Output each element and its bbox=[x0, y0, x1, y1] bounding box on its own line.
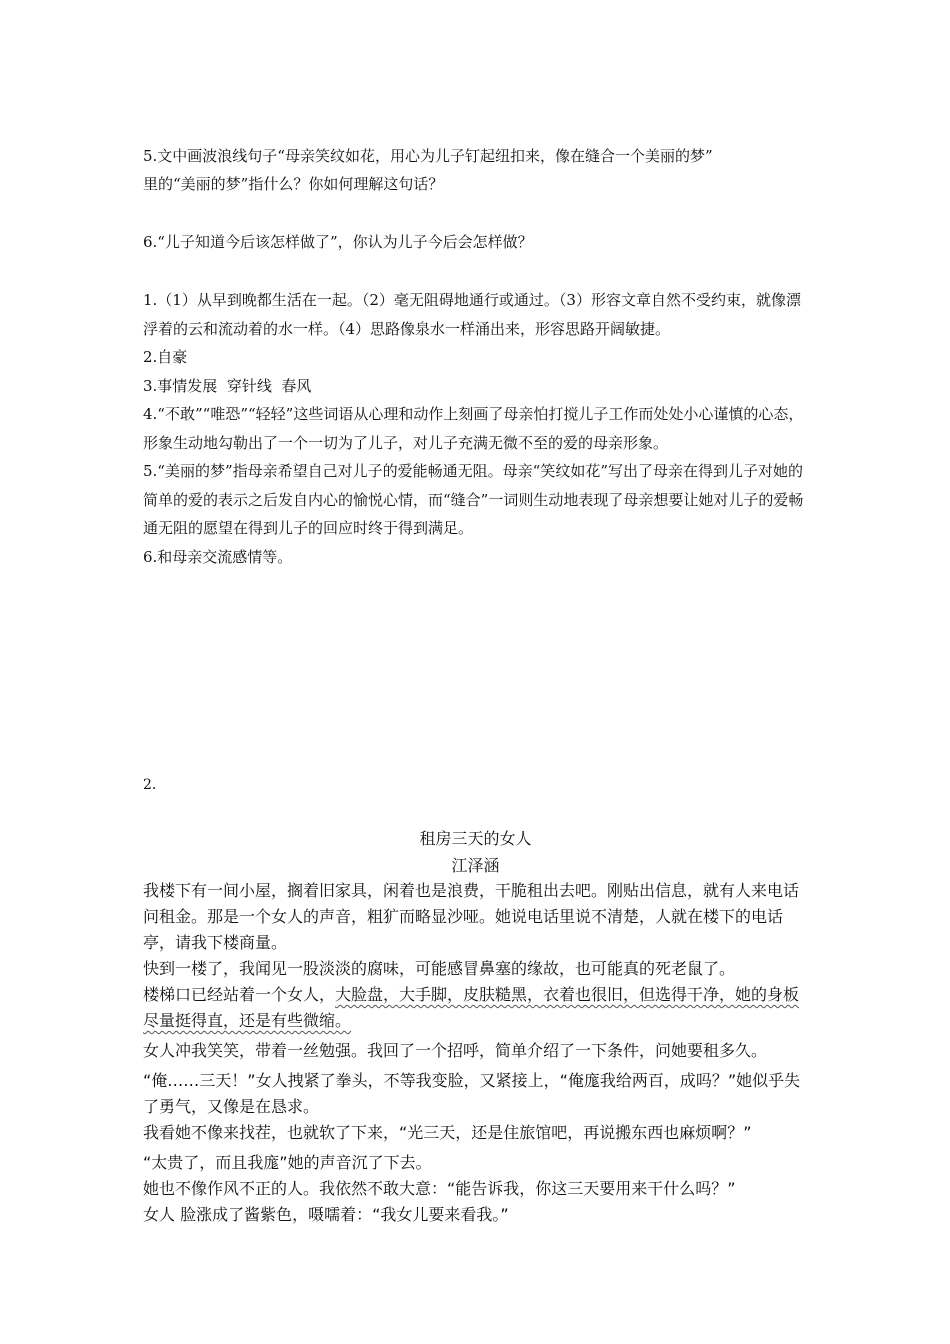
story-paragraph-8: 她也不像作风不正的人。我依然不敢大意：“能告诉我，你这三天要用来干什么吗？” bbox=[143, 1179, 736, 1198]
story-title: 租房三天的女人 bbox=[419, 829, 532, 848]
answer-1: 1.（1）从早到晚都生活在一起。（2）毫无阻碍地通行或通过。（3）形容文章自然不受约束，就像漂浮着的云和流动着的水一样。（4）思路像泉水一样涌出来，形容思路开阔敏捷。 bbox=[143, 291, 801, 338]
question-5-line-1: 5.文中画波浪线句子“母亲笑纹如花，用心为儿子钉起纽扣来，像在缝合一个美丽的梦” bbox=[143, 147, 713, 165]
story-paragraph-3-lead: 楼梯口已经站着一个女人， bbox=[143, 985, 336, 1004]
question-6-text: 6.“儿子知道今后该怎样做了”，你认为儿子今后会怎样做？ bbox=[143, 233, 533, 251]
answer-6: 6.和母亲交流感情等。 bbox=[143, 547, 293, 566]
question-6 bbox=[143, 228, 808, 256]
story-paragraph-5: “俺……三天！”女人拽紧了拳头，不等我变脸，又紧接上，“俺庬我给两百，成吗？”她似乎失了勇气，又像是在恳求。 bbox=[143, 1071, 801, 1116]
story-author: 江泽涵 bbox=[451, 856, 500, 875]
answer-4: 4.“不敢”“唯恐”“轻轻”这些词语从心理和动作上刻画了母亲怕打搅儿子工作而处处小心谨慎的心态，形象生动地勾勒出了一个一切为了儿子，对儿子充满无微不至的爱的母亲形象。 bbox=[143, 405, 804, 452]
story-paragraph-4: 女人冲我笑笑，带着一丝勉强。我回了一个招呼，简单介绍了一下条件，问她要租多久。 bbox=[143, 1041, 768, 1060]
answer-5: 5.“美丽的梦”指母亲希望自己对儿子的爱能畅通无阻。母亲“笑纹如花”写出了母亲在得到儿子对她的简单的爱的表示之后发自内心的愉悦心情，而“缝合”一词则生动地表现了母亲想要让她对儿子的爱畅通无阻的愿望在得到儿子的回应时终于得到满足。 bbox=[143, 462, 804, 537]
question-5-line-2: 里的“美丽的梦”指什么？你如何理解这句话？ bbox=[143, 175, 444, 193]
story-paragraph-1: 我楼下有一间小屋，搁着旧家具，闲着也是浪费，干脆租出去吧。刚贴出信息，就有人来电话问租金。那是一个女人的声音，粗犷而略显沙哑。她说电话里说不清楚，人就在楼下的电话亭，请我下楼商量。 bbox=[143, 881, 800, 952]
story-body bbox=[143, 878, 808, 1228]
story-paragraph-6: 我看她不像来找茬，也就软了下来，“光三天，还是住旅馆吧，再说搬东西也麻烦啊？” bbox=[143, 1123, 752, 1142]
story-paragraph-7: “太贵了，而且我庬”她的声音沉了下去。 bbox=[143, 1153, 432, 1172]
story-paragraph-3 bbox=[143, 982, 808, 1034]
question-5 bbox=[143, 142, 808, 198]
wavy-underlined-sentence: 大脸盘，大手脚，皮肤糙黑，衣着也很旧，但选得干净，她的身板尽量挺得直，还是有些微缩。 bbox=[143, 985, 800, 1030]
story-paragraph-2: 快到一楼了，我闻见一股淡淡的腐味，可能感冒鼻塞的缘故，也可能真的死老鼠了。 bbox=[143, 959, 736, 978]
story-paragraph-9: 女人 脸涨成了酱紫色，嗫嚅着：“我女儿要来看我。” bbox=[143, 1205, 509, 1224]
answer-2: 2.自豪 bbox=[143, 348, 188, 366]
section-number: 2． bbox=[143, 777, 166, 793]
answer-3: 3.事情发展 穿针线 春风 bbox=[143, 376, 312, 395]
answer-key bbox=[143, 286, 808, 571]
